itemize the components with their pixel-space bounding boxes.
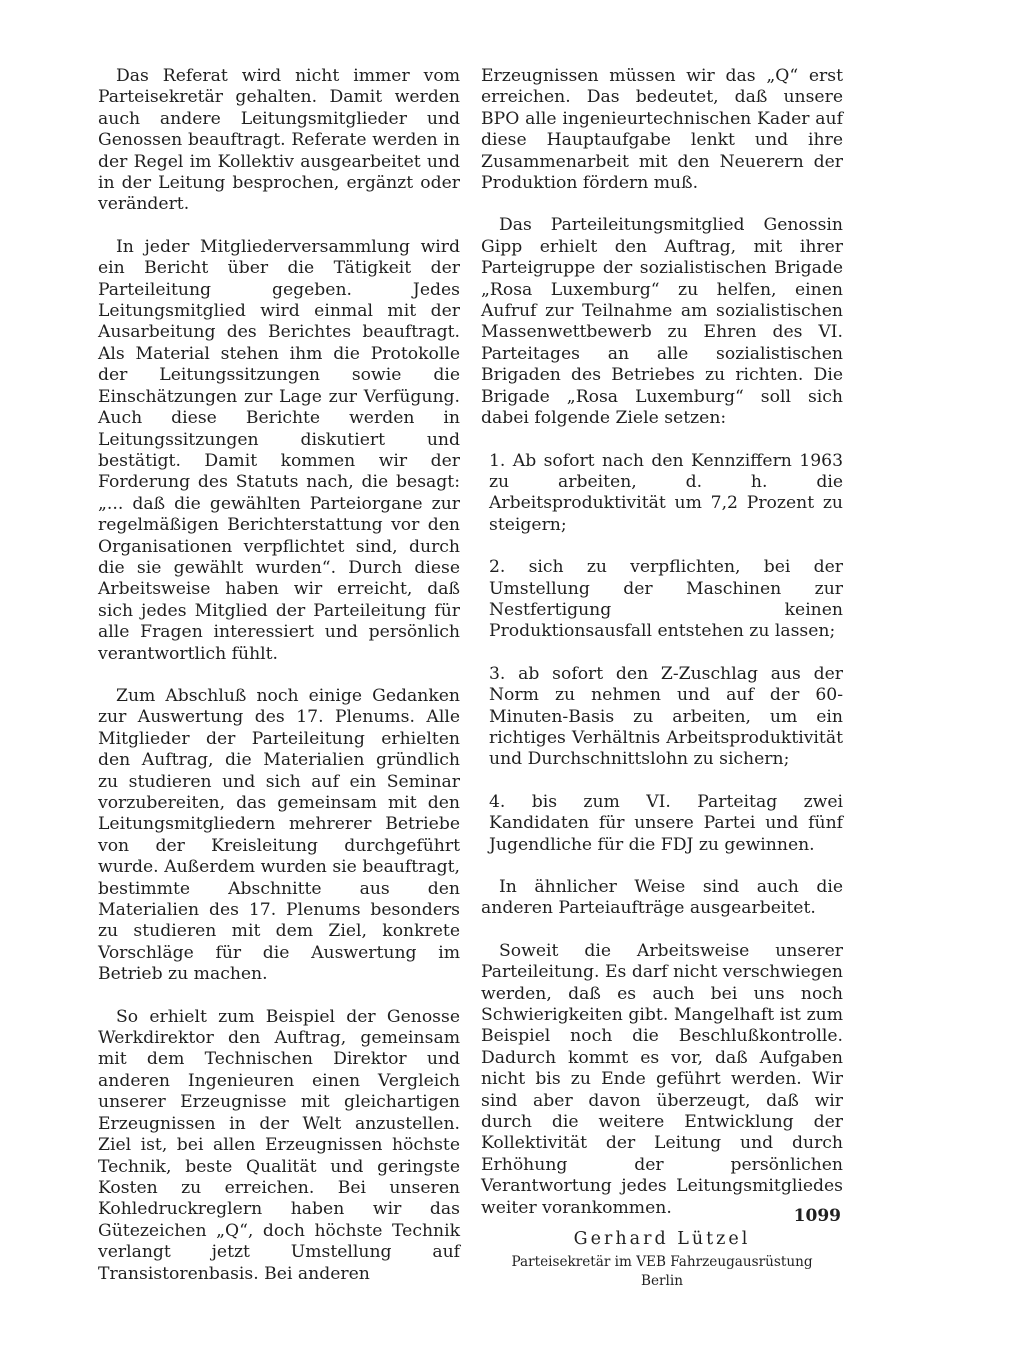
signature-title	[481, 1253, 843, 1291]
goal-item: 2. sich zu verpflichten, bei der Umstellung der Maschinen zur Nestfertigung keinen Produktionsausfall entstehen zu lassen;	[489, 557, 843, 642]
signature-title-line1: Parteisekretär im VEB Fahrzeugausrüstung	[511, 1253, 813, 1270]
paragraph-referat: Das Referat wird nicht immer vom Parteisekretär gehalten. Damit werden auch andere Leitungsmitglieder und Genossen beauftragt. Referate werden in der Regel im Kollektiv ausgearbeitet und in der Leitung besprochen, ergänzt oder verändert.	[98, 66, 460, 215]
goal-item: 1. Ab sofort nach den Kennziffern 1963 zu arbeiten, d. h. die Arbeitsproduktivität um 7,2 Prozent zu steigern;	[489, 450, 843, 535]
page-number: 1099	[793, 1206, 841, 1226]
signature-name: Gerhard Lützel	[573, 1229, 751, 1250]
paragraph-continuation: Erzeugnissen müssen wir das „Q“ erst erreichen. Das bedeutet, daß unsere BPO alle ingenieurtechnischen Kader auf diese Hauptaufgabe lenkt und ihre Zusammenarbeit mit den Neuerern der Produktion fördern muß.	[481, 66, 843, 194]
left-column	[98, 66, 460, 1285]
paragraph-mitgliederversammlung: In jeder Mitgliederversammlung wird ein Bericht über die Tätigkeit der Parteileitung gegeben. Jedes Leitungsmitglied wird einmal mit der Ausarbeitung des Berichtes beauftragt. Als Material stehen ihm die Protokolle der Leitungssitzungen sowie die Einschätzungen zur Lage zur Verfügung. Auch diese Berichte werden in Leitungssitzungen diskutiert und bestätigt. Damit kommen wir der Forderung des Statuts nach, die besagt: „... daß die gewählten Parteiorgane zur regelmäßigen Berichterstattung vor den Organisationen verpflichtet sind, durch die sie gewählt wurden“. Durch diese Arbeitsweise haben wir erreicht, daß sich jedes Mitglied der Parteileitung für alle Fragen interessiert und persönlich verantwortlich fühlt.	[98, 236, 460, 664]
goal-item: 3. ab sofort den Z-Zuschlag aus der Norm zu nehmen und auf der 60-Minuten-Basis zu arbeiten, um ein richtiges Verhältnis Arbeitsproduktivität und Durchschnittslohn zu sichern;	[489, 663, 843, 770]
paragraph-closing: Soweit die Arbeitsweise unserer Parteileitung. Es darf nicht verschwiegen werden, daß es auch bei uns noch Schwierigkeiten gibt. Mangelhaft ist zum Beispiel noch die Beschlußkontrolle. Dadurch kommt es vor, daß Aufgaben nicht bis zu Ende geführt werden. Wir sind aber davon überzeugt, daß wir durch die weitere Entwicklung der Kollektivität der Leitung und durch Erhöhung der persönlichen Verantwortung jedes Leitungsmitgliedes weiter vorankommen.	[481, 940, 843, 1218]
paragraph-werkdirektor: So erhielt zum Beispiel der Genosse Werkdirektor den Auftrag, gemeinsam mit dem Technischen Direktor und anderen Ingenieuren einen Vergleich unserer Erzeugnisse mit gleichartigen Erzeugnissen in der Welt anzustellen. Ziel ist, bei allen Erzeugnissen höchste Technik, beste Qualität und geringste Kosten zu erreichen. Bei unseren Kohledruckreglern haben wir das Gütezeichen „Q“, doch höchste Technik verlangt jetzt Umstellung auf Transistorenbasis. Bei anderen	[98, 1006, 460, 1284]
paragraph-similar: In ähnlicher Weise sind auch die anderen Parteiaufträge ausgearbeitet.	[481, 877, 843, 919]
paragraph-17-plenum: Zum Abschluß noch einige Gedanken zur Auswertung des 17. Plenums. Alle Mitglieder der Parteileitung erhielten den Auftrag, die Materialien gründlich zu studieren und sich auf ein Seminar vorzubereiten, das gemeinsam mit den Leitungsmitgliedern mehrerer Betriebe von der Kreisleitung durchgeführt wurde. Außerdem wurden sie beauftragt, bestimmte Abschnitte aus den Materialien des 17. Plenums besonders zu studieren mit dem Ziel, konkrete Vorschläge für die Auswertung im Betrieb zu machen.	[98, 685, 460, 985]
signature-title-line2: Berlin	[641, 1272, 683, 1289]
right-column	[481, 66, 843, 1291]
paragraph-genossin-gipp: Das Parteileitungsmitglied Genossin Gipp erhielt den Auftrag, mit ihrer Parteigruppe der sozialistischen Brigade „Rosa Luxemburg“ zu helfen, einen Aufruf zur Teilnahme am sozialistischen Massenwettbewerb zu Ehren des VI. Parteitages an alle sozialistischen Brigaden des Betriebes zu richten. Die Brigade „Rosa Luxemburg“ soll sich dabei folgende Ziele setzen:	[481, 215, 843, 429]
goal-item: 4. bis zum VI. Parteitag zwei Kandidaten für unsere Partei und fünf Jugendliche für die FDJ zu gewinnen.	[489, 791, 843, 855]
